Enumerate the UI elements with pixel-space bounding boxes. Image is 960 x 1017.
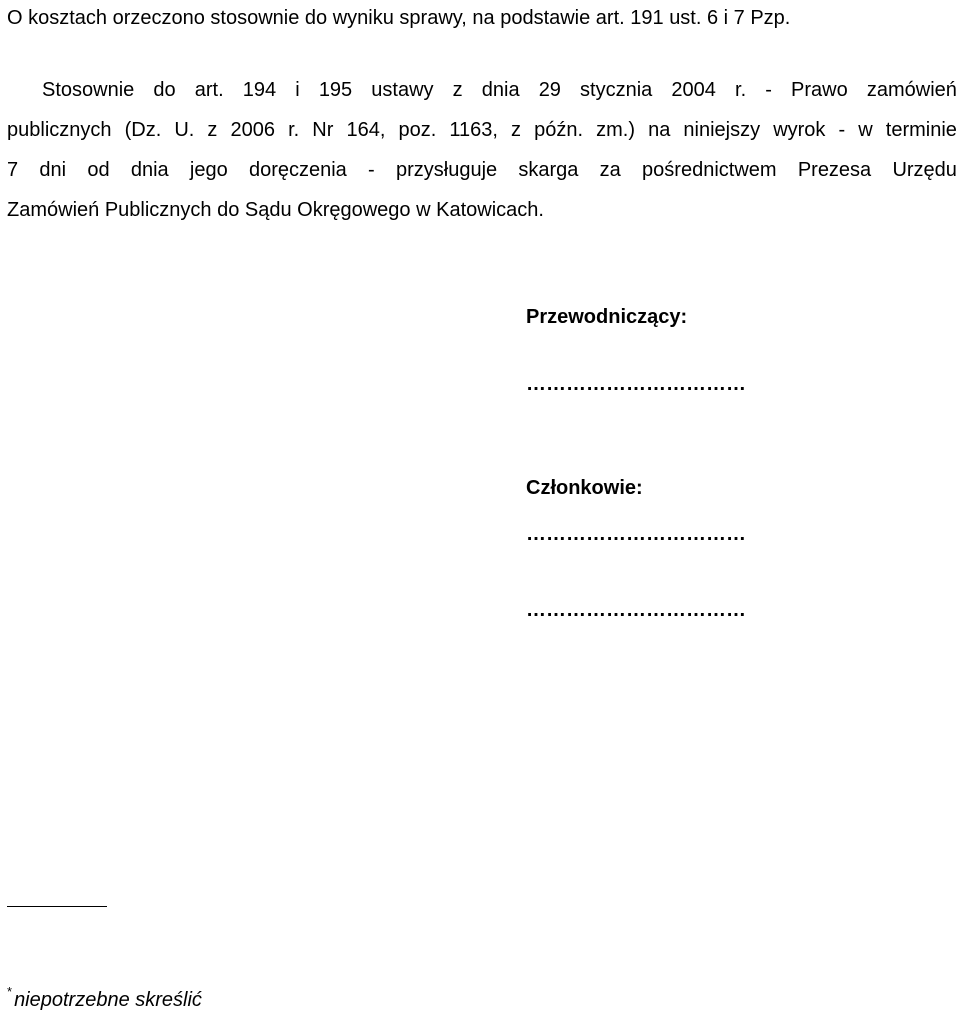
paragraph-word: 7 <box>7 159 19 181</box>
paragraph-word: jego <box>189 159 228 181</box>
paragraph-word: z <box>207 119 218 141</box>
paragraph-word: 2004 <box>671 79 716 101</box>
appeal-paragraph-line-2 <box>7 118 957 142</box>
paragraph-word: dni <box>39 159 67 181</box>
paragraph-word: zamówień <box>866 79 957 101</box>
paragraph-word: do <box>153 79 176 101</box>
paragraph-word: z <box>511 119 522 141</box>
chair-signature-line: …………………………… <box>526 373 746 395</box>
paragraph-word: (Dz. <box>124 119 162 141</box>
paragraph-word: pośrednictwem <box>642 159 777 181</box>
paragraph-word: r. <box>735 79 747 101</box>
paragraph-word: Nr <box>312 119 334 141</box>
paragraph-word: doręczenia <box>248 159 347 181</box>
paragraph-word: terminie <box>885 119 957 141</box>
paragraph-word: - <box>368 159 375 181</box>
member-1-signature-line: …………………………… <box>526 523 746 545</box>
chair-label: Przewodniczący: <box>526 306 688 328</box>
paragraph-word: dnia <box>130 159 169 181</box>
appeal-paragraph-line-1 <box>42 78 957 102</box>
paragraph-word: 194 <box>242 79 277 101</box>
paragraph-word: dnia <box>481 79 520 101</box>
appeal-paragraph-line-4: Zamówień Publicznych do Sądu Okręgowego w Katowicach. <box>7 199 544 221</box>
paragraph-word: z <box>452 79 463 101</box>
member-2-signature-line: …………………………… <box>526 599 746 621</box>
paragraph-word: niniejszy <box>683 119 761 141</box>
paragraph-word: zm.) <box>596 119 636 141</box>
members-label: Członkowie: <box>526 477 643 499</box>
footnote-separator <box>7 906 107 907</box>
costs-sentence: O kosztach orzeczono stosownie do wyniku sprawy, na podstawie art. 191 ust. 6 i 7 Pzp. <box>7 7 791 29</box>
paragraph-word: 164, <box>346 119 386 141</box>
paragraph-word: 1163, <box>449 119 498 141</box>
paragraph-word: wyrok <box>773 119 826 141</box>
paragraph-word: Stosownie <box>42 79 135 101</box>
paragraph-word: Prawo <box>791 79 848 101</box>
paragraph-word: 2006 <box>230 119 275 141</box>
appeal-paragraph-line-3 <box>7 158 957 182</box>
paragraph-word: na <box>648 119 671 141</box>
paragraph-word: 29 <box>538 79 561 101</box>
paragraph-word: w <box>858 119 873 141</box>
footnote-text: niepotrzebne skreślić <box>14 989 202 1011</box>
paragraph-word: publicznych <box>7 119 112 141</box>
paragraph-word: poz. <box>398 119 437 141</box>
paragraph-word: 195 <box>318 79 353 101</box>
paragraph-word: - <box>765 79 772 101</box>
paragraph-word: art. <box>194 79 224 101</box>
paragraph-word: późn. <box>534 119 584 141</box>
paragraph-word: za <box>599 159 621 181</box>
paragraph-word: U. <box>174 119 195 141</box>
paragraph-word: stycznia <box>580 79 653 101</box>
paragraph-word: przysługuje <box>395 159 498 181</box>
paragraph-word: i <box>295 79 300 101</box>
paragraph-word: Prezesa <box>797 159 872 181</box>
footnote-marker: * <box>7 984 13 999</box>
footnote <box>7 984 202 1012</box>
paragraph-word: - <box>838 119 846 141</box>
paragraph-word: r. <box>288 119 300 141</box>
paragraph-word: ustawy <box>371 79 434 101</box>
paragraph-word: skarga <box>518 159 579 181</box>
paragraph-word: Urzędu <box>892 159 957 181</box>
paragraph-word: od <box>87 159 110 181</box>
